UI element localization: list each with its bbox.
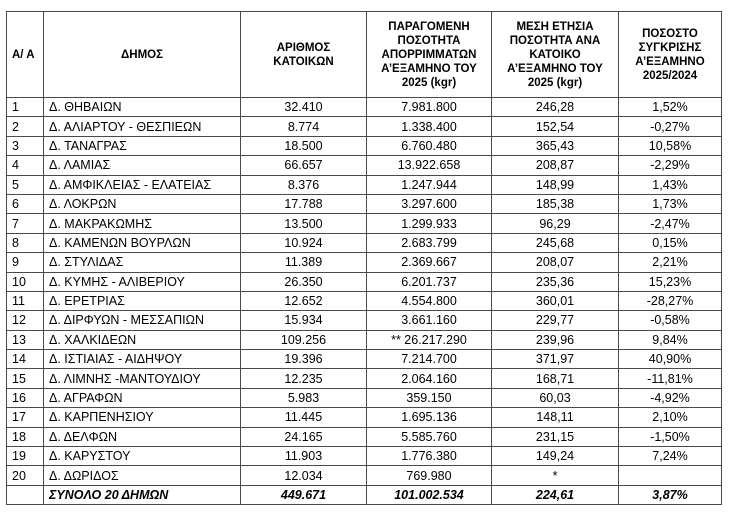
cell-per-capita: 365,43	[492, 136, 619, 155]
cell-municipality: Δ. ΚΑΜΕΝΩΝ ΒΟΥΡΛΩΝ	[44, 233, 241, 252]
cell-aa: 11	[7, 291, 44, 310]
cell-municipality: Δ. ΚΑΡΠΕΝΗΣΙΟΥ	[44, 408, 241, 427]
cell-per-capita: 208,07	[492, 253, 619, 272]
cell-inhabitants: 17.788	[241, 194, 367, 213]
total-row	[7, 485, 722, 504]
total-aa	[7, 485, 44, 504]
cell-comparison: -1,50%	[619, 427, 722, 446]
cell-aa: 15	[7, 369, 44, 388]
cell-per-capita: 371,97	[492, 350, 619, 369]
total-per-capita: 224,61	[492, 485, 619, 504]
cell-waste: 4.554.800	[367, 291, 492, 310]
cell-per-capita: 235,36	[492, 272, 619, 291]
table-row	[7, 466, 722, 485]
cell-comparison: -2,47%	[619, 214, 722, 233]
cell-aa: 13	[7, 330, 44, 349]
cell-municipality: Δ. ΚΑΡΥΣΤΟΥ	[44, 447, 241, 466]
cell-comparison: -28,27%	[619, 291, 722, 310]
cell-comparison: -11,81%	[619, 369, 722, 388]
header-comparison: ΠΟΣΟΣΤΟ ΣΥΓΚΡΙΣΗΣ Α’ΕΞΑΜΗΝΟ 2025/2024	[619, 12, 722, 98]
cell-waste: 1.299.933	[367, 214, 492, 233]
cell-municipality: Δ. ΛΟΚΡΩΝ	[44, 194, 241, 213]
table-row	[7, 388, 722, 407]
cell-comparison: 40,90%	[619, 350, 722, 369]
cell-inhabitants: 11.903	[241, 447, 367, 466]
cell-comparison: -0,27%	[619, 117, 722, 136]
table-row	[7, 175, 722, 194]
cell-municipality: Δ. ΔΕΛΦΩΝ	[44, 427, 241, 446]
cell-waste: 1.695.136	[367, 408, 492, 427]
cell-aa: 10	[7, 272, 44, 291]
total-comparison: 3,87%	[619, 485, 722, 504]
cell-comparison: -0,58%	[619, 311, 722, 330]
cell-aa: 1	[7, 98, 44, 117]
table-row	[7, 291, 722, 310]
cell-waste: 5.585.760	[367, 427, 492, 446]
cell-aa: 17	[7, 408, 44, 427]
cell-inhabitants: 66.657	[241, 156, 367, 175]
cell-per-capita: 148,99	[492, 175, 619, 194]
cell-per-capita: 360,01	[492, 291, 619, 310]
cell-per-capita: 231,15	[492, 427, 619, 446]
cell-inhabitants: 19.396	[241, 350, 367, 369]
cell-municipality: Δ. ΔΙΡΦΥΩΝ - ΜΕΣΣΑΠΙΩΝ	[44, 311, 241, 330]
cell-municipality: Δ. ΣΤΥΛΙΔΑΣ	[44, 253, 241, 272]
cell-comparison: 1,73%	[619, 194, 722, 213]
cell-inhabitants: 8.774	[241, 117, 367, 136]
table-row	[7, 311, 722, 330]
table-row	[7, 330, 722, 349]
cell-aa: 2	[7, 117, 44, 136]
cell-comparison: -2,29%	[619, 156, 722, 175]
cell-inhabitants: 5.983	[241, 388, 367, 407]
cell-inhabitants: 24.165	[241, 427, 367, 446]
cell-per-capita: 60,03	[492, 388, 619, 407]
cell-aa: 6	[7, 194, 44, 213]
total-waste: 101.002.534	[367, 485, 492, 504]
cell-per-capita: 96,29	[492, 214, 619, 233]
cell-waste: 3.661.160	[367, 311, 492, 330]
total-inhabitants: 449.671	[241, 485, 367, 504]
table-row	[7, 253, 722, 272]
cell-waste: 2.369.667	[367, 253, 492, 272]
cell-waste: 2.683.799	[367, 233, 492, 252]
table-row	[7, 447, 722, 466]
cell-municipality: Δ. ΛΑΜΙΑΣ	[44, 156, 241, 175]
cell-comparison: 9,84%	[619, 330, 722, 349]
header-inhabitants: ΑΡΙΘΜΟΣ ΚΑΤΟΙΚΩΝ	[241, 12, 367, 98]
table-row	[7, 369, 722, 388]
cell-waste: ** 26.217.290	[367, 330, 492, 349]
cell-inhabitants: 10.924	[241, 233, 367, 252]
table-row	[7, 194, 722, 213]
total-label: ΣΥΝΟΛΟ 20 ΔΗΜΩΝ	[44, 485, 241, 504]
cell-comparison: 7,24%	[619, 447, 722, 466]
cell-aa: 9	[7, 253, 44, 272]
cell-inhabitants: 12.652	[241, 291, 367, 310]
cell-waste: 6.201.737	[367, 272, 492, 291]
cell-comparison: -4,92%	[619, 388, 722, 407]
cell-inhabitants: 13.500	[241, 214, 367, 233]
table-body	[7, 98, 722, 486]
cell-aa: 16	[7, 388, 44, 407]
table-row	[7, 408, 722, 427]
cell-aa: 20	[7, 466, 44, 485]
header-municipality: ΔΗΜΟΣ	[44, 12, 241, 98]
table-row	[7, 350, 722, 369]
cell-inhabitants: 26.350	[241, 272, 367, 291]
cell-waste: 3.297.600	[367, 194, 492, 213]
cell-per-capita: 239,96	[492, 330, 619, 349]
cell-comparison: 0,15%	[619, 233, 722, 252]
cell-municipality: Δ. ΜΑΚΡΑΚΩΜΗΣ	[44, 214, 241, 233]
cell-municipality: Δ. ΑΓΡΑΦΩΝ	[44, 388, 241, 407]
cell-comparison: 1,43%	[619, 175, 722, 194]
cell-waste: 13.922.658	[367, 156, 492, 175]
cell-waste: 769.980	[367, 466, 492, 485]
cell-inhabitants: 8.376	[241, 175, 367, 194]
cell-per-capita: 208,87	[492, 156, 619, 175]
cell-per-capita: 185,38	[492, 194, 619, 213]
cell-municipality: Δ. ΕΡΕΤΡΙΑΣ	[44, 291, 241, 310]
cell-comparison: 1,52%	[619, 98, 722, 117]
cell-per-capita: 152,54	[492, 117, 619, 136]
cell-per-capita: 148,11	[492, 408, 619, 427]
cell-inhabitants: 11.445	[241, 408, 367, 427]
cell-aa: 3	[7, 136, 44, 155]
cell-waste: 7.214.700	[367, 350, 492, 369]
table-row	[7, 214, 722, 233]
cell-inhabitants: 15.934	[241, 311, 367, 330]
cell-comparison: 10,58%	[619, 136, 722, 155]
table-header-row	[7, 12, 722, 98]
cell-per-capita: 229,77	[492, 311, 619, 330]
cell-comparison: 15,23%	[619, 272, 722, 291]
header-aa: Α/ Α	[7, 12, 44, 98]
cell-aa: 19	[7, 447, 44, 466]
cell-waste: 1.776.380	[367, 447, 492, 466]
cell-aa: 4	[7, 156, 44, 175]
cell-waste: 2.064.160	[367, 369, 492, 388]
cell-waste: 6.760.480	[367, 136, 492, 155]
cell-municipality: Δ. ΛΙΜΝΗΣ -ΜΑΝΤΟΥΔΙΟΥ	[44, 369, 241, 388]
cell-inhabitants: 12.034	[241, 466, 367, 485]
cell-waste: 359.150	[367, 388, 492, 407]
cell-per-capita: 245,68	[492, 233, 619, 252]
cell-per-capita: 149,24	[492, 447, 619, 466]
cell-inhabitants: 32.410	[241, 98, 367, 117]
table-row	[7, 233, 722, 252]
cell-municipality: Δ. ΤΑΝΑΓΡΑΣ	[44, 136, 241, 155]
cell-municipality: Δ. ΧΑΛΚΙΔΕΩΝ	[44, 330, 241, 349]
table-row	[7, 272, 722, 291]
cell-per-capita: 246,28	[492, 98, 619, 117]
cell-per-capita: 168,71	[492, 369, 619, 388]
header-waste-produced: ΠΑΡΑΓΟΜΕΝΗ ΠΟΣΟΤΗΤΑ ΑΠΟΡΡΙΜΜΑΤΩΝ Α’ΕΞΑΜΗΝΟ ΤΟΥ 2025 (kgr)	[367, 12, 492, 98]
cell-municipality: Δ. ΙΣΤΙΑΙΑΣ - ΑΙΔΗΨΟΥ	[44, 350, 241, 369]
cell-aa: 18	[7, 427, 44, 446]
cell-aa: 7	[7, 214, 44, 233]
cell-comparison: 2,10%	[619, 408, 722, 427]
cell-municipality: Δ. ΑΜΦΙΚΛΕΙΑΣ - ΕΛΑΤΕΙΑΣ	[44, 175, 241, 194]
cell-aa: 5	[7, 175, 44, 194]
cell-inhabitants: 18.500	[241, 136, 367, 155]
cell-waste: 7.981.800	[367, 98, 492, 117]
table-row	[7, 427, 722, 446]
table-row	[7, 156, 722, 175]
cell-aa: 14	[7, 350, 44, 369]
cell-waste: 1.338.400	[367, 117, 492, 136]
cell-comparison	[619, 466, 722, 485]
cell-waste: 1.247.944	[367, 175, 492, 194]
table-row	[7, 98, 722, 117]
municipal-waste-table	[6, 11, 722, 505]
header-per-capita: ΜΕΣΗ ΕΤΗΣΙΑ ΠΟΣΟΤΗΤΑ ΑΝΑ ΚΑΤΟΙΚΟ Α’ΕΞΑΜΗΝΟ ΤΟΥ 2025 (kgr)	[492, 12, 619, 98]
cell-inhabitants: 11.389	[241, 253, 367, 272]
cell-inhabitants: 109.256	[241, 330, 367, 349]
cell-municipality: Δ. ΚΥΜΗΣ - ΑΛΙΒΕΡΙΟΥ	[44, 272, 241, 291]
table-row	[7, 117, 722, 136]
cell-aa: 8	[7, 233, 44, 252]
cell-municipality: Δ. ΔΩΡΙΔΟΣ	[44, 466, 241, 485]
cell-municipality: Δ. ΑΛΙΑΡΤΟΥ - ΘΕΣΠΙΕΩΝ	[44, 117, 241, 136]
cell-aa: 12	[7, 311, 44, 330]
cell-inhabitants: 12.235	[241, 369, 367, 388]
cell-comparison: 2,21%	[619, 253, 722, 272]
table-row	[7, 136, 722, 155]
cell-municipality: Δ. ΘΗΒΑΙΩΝ	[44, 98, 241, 117]
cell-per-capita: *	[492, 466, 619, 485]
